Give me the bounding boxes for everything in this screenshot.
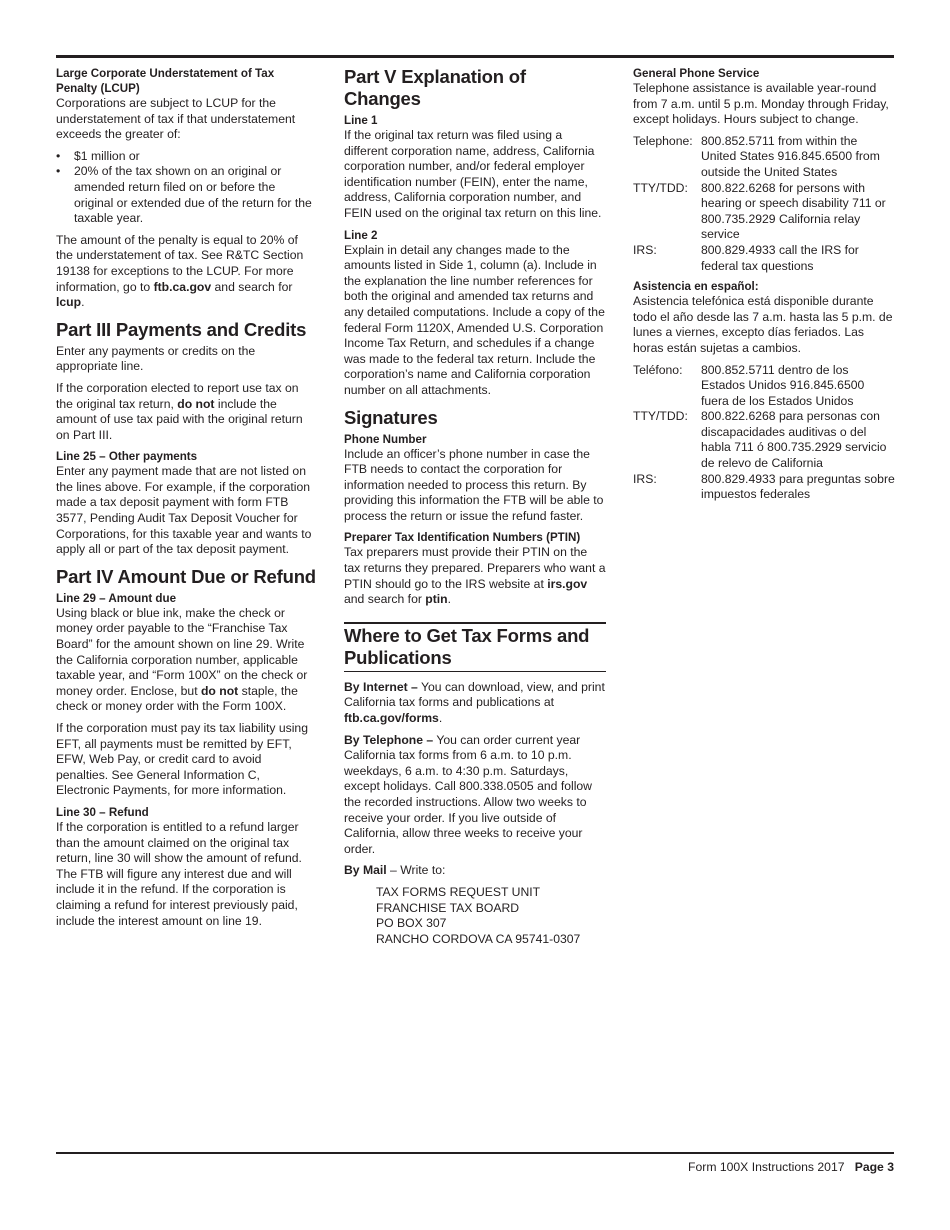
by-telephone-paragraph: By Telephone – You can order current year California tax forms from 6 a.m. to 10 p.m. weekdays, 6 a.m. to 4:30 p.m. Saturdays, except holidays. Call 800.338.0505 and follow the recorded instructions. Allow two weeks to receive your order. If you live outside of California, allow three weeks to receive your order.: [344, 732, 592, 856]
table-row: [633, 243, 895, 274]
bottom-rule: [56, 1152, 894, 1154]
phone-value: 800.852.5711 dentro de los Estados Unidos 916.845.6500 fuera de los Estados Unidos: [701, 362, 865, 408]
list-item: • 20% of the tax shown on an original or amended return filed on or before the original or extended due of the return for the taxable year.: [74, 164, 316, 226]
spanish-assistance-title: Asistencia en español:: [633, 280, 759, 294]
phone-value: 800.852.5711 from within the United States 916.845.6500 from outside the United States: [701, 133, 880, 179]
line-2-text: Explain in detail any changes made to the amounts listed in Side 1, column (a). Include in the explanation the line number references for both the original and amended tax returns and any detailed computations. Include a copy of the federal Form 1120X, Amended U.S. Corporation Income Tax Return, and schedules if a change was made to the federal tax return. Include the corporation’s name and California corporation number on all attachments.: [344, 242, 605, 397]
line-2-title: Line 2: [344, 228, 378, 242]
address-line: RANCHO CORDOVA CA 95741-0307: [376, 931, 581, 946]
phone-label: TTY/TDD:: [633, 409, 688, 424]
general-phone-title: General Phone Service: [633, 67, 760, 80]
address-line: TAX FORMS REQUEST UNIT: [376, 884, 541, 899]
irs-link[interactable]: irs.gov: [547, 576, 588, 591]
phone-value: 800.829.4933 call the IRS for federal tax questions: [701, 242, 859, 273]
phone-number-text: Include an officer’s phone number in case the FTB needs to contact the corporation for information needed to process this return. By providing this information the FTB will be able to process the return or issue the refund faster.: [344, 446, 604, 523]
line-30-title: Line 30 – Refund: [56, 805, 149, 819]
part-3-text: Enter any payments or credits on the appropriate line.: [56, 343, 256, 374]
part-5-heading: Part V Explanation of Changes: [344, 66, 526, 109]
phone-value: 800.829.4933 para preguntas sobre impuestos federales: [701, 471, 895, 502]
table-row: [633, 134, 895, 181]
ptin-text: Tax preparers must provide their PTIN on the tax returns they prepared. Preparers who want a PTIN should go to the IRS website at irs.gov and search for ptin.: [344, 545, 606, 607]
ftb-link[interactable]: ftb.ca.gov: [153, 279, 212, 294]
phone-table-spanish: [633, 363, 895, 503]
phone-table-english: [633, 134, 895, 274]
by-mail-paragraph: By Mail – Write to:: [344, 863, 446, 878]
phone-label: IRS:: [633, 242, 657, 257]
by-internet-paragraph: By Internet – You can download, view, and print California tax forms and publications at ftb.ca.gov/forms.: [344, 679, 605, 726]
signatures-heading: Signatures: [344, 406, 438, 428]
phone-value: 800.822.6268 for persons with hearing or speech disability 711 or 800.735.2929 California relay service: [701, 180, 886, 242]
address-line: PO BOX 307: [376, 916, 447, 931]
column-right: [633, 66, 895, 508]
tax-forms-heading: Where to Get Tax Forms and Publications: [344, 622, 606, 672]
phone-label: Telephone:: [633, 133, 693, 148]
lcup-bullet-list: [56, 149, 316, 227]
lcup-intro: Corporations are subject to LCUP for the understatement of tax if that understatement exceeds the greater of:: [56, 96, 296, 142]
line-29-title: Line 29 – Amount due: [56, 591, 177, 605]
eft-paragraph: If the corporation must pay its tax liability using EFT, all payments must be remitted by EFT, EFW, Web Pay, or credit card to avoid penalties. See General Information C, Electronic Payments, for more information.: [56, 721, 308, 798]
form-label: Form 100X Instructions 2017: [688, 1160, 845, 1174]
list-item: • $1 million or: [74, 149, 316, 165]
phone-label: Teléfono:: [633, 362, 683, 377]
top-rule: [56, 55, 894, 58]
phone-number-title: Phone Number: [344, 432, 427, 446]
column-middle: [344, 66, 606, 947]
general-phone-text: Telephone assistance is available year-round from 7 a.m. until 5 p.m. Monday through Friday, except holidays. Hours subject to change.: [633, 81, 889, 127]
forms-link[interactable]: ftb.ca.gov/forms: [344, 711, 439, 726]
page-number: Page 3: [854, 1160, 894, 1174]
use-tax-paragraph: If the corporation elected to report use tax on the original tax return, do not include the amount of use tax paid with the original return on Part III.: [56, 380, 303, 442]
part-4-heading: Part IV Amount Due or Refund: [56, 565, 316, 587]
line-1-title: Line 1: [344, 114, 378, 127]
lcup-title: Large Corporate Understatement of Tax Penalty (LCUP): [56, 67, 275, 95]
table-row: [633, 472, 895, 503]
line-25-text: Enter any payment made that are not listed on the lines above. For example, if the corporation made a tax deposit payment with form FTB 3577, Pending Audit Tax Deposit Voucher for Corporations, for this taxable year and wants to apply all or part of the tax deposit payment.: [56, 464, 312, 557]
column-left: [56, 66, 316, 935]
part-3-heading: Part III Payments and Credits: [56, 318, 307, 340]
address-line: FRANCHISE TAX BOARD: [376, 900, 520, 915]
table-row: [633, 181, 895, 243]
phone-label: IRS:: [633, 471, 657, 486]
phone-value: 800.822.6268 para personas con discapacidades auditivas o del habla 711 ó 800.735.2929 servicio de relevo de California: [701, 409, 887, 471]
table-row: [633, 363, 895, 410]
lcup-penalty-paragraph: The amount of the penalty is equal to 20% of the understatement of tax. See R&TC Section 19138 for exceptions to the LCUP. For more information, go to ftb.ca.gov and search for lcup.: [56, 232, 304, 310]
spanish-assistance-text: Asistencia telefónica está disponible durante todo el año desde las 7 a.m. hasta las 5 p.m. de lunes a viernes, excepto días feriados. Las horas están sujetas a cambios.: [633, 294, 893, 355]
line-25-title: Line 25 – Other payments: [56, 450, 198, 464]
line-29-text: Using black or blue ink, make the check or money order payable to the “Franchise Tax Board” for the amount shown on line 29. Write the California corporation number, applicable taxable year, and “Form 100X” on the check or money order. Enclose, but do not staple, the check or money order with the Form 100X.: [56, 605, 308, 714]
mailing-address: [344, 885, 606, 947]
table-row: [633, 409, 895, 471]
line-1-text: If the original tax return was filed using a different corporation name, address, California corporation number, and/or federal employer identification number (FEIN), enter the name, address, California corporation number, and FEIN used on the original tax return on this line.: [344, 128, 602, 220]
phone-label: TTY/TDD:: [633, 180, 688, 195]
page-footer: [688, 1160, 894, 1174]
ptin-title: Preparer Tax Identification Numbers (PTIN): [344, 531, 581, 545]
line-30-text: If the corporation is entitled to a refund larger than the amount claimed on the original tax return, line 30 will show the amount of refund. The FTB will figure any interest due and will include it in the refund. If the corporation is claiming a refund for interest previously paid, include the interest amount on line 19.: [56, 819, 302, 928]
search-term: lcup: [56, 295, 82, 310]
